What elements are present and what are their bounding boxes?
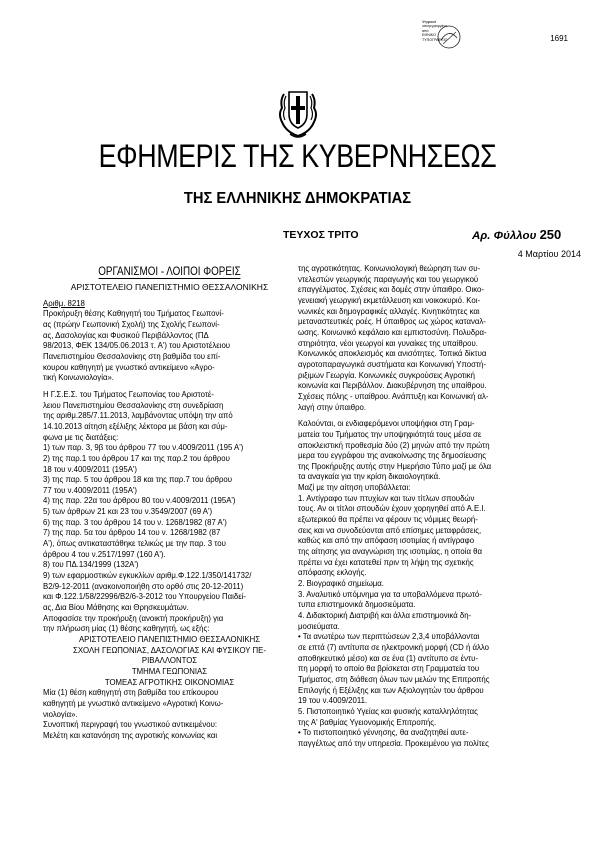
sheet-label: Αρ. Φύλλου <box>472 230 537 242</box>
text-line: της αριθμ.285/7.11.2013, λαμβάνοντας υπόψη την από <box>43 411 233 421</box>
text-line: άρθρου 4 του ν.2517/1997 (160 Α'). <box>43 549 166 559</box>
section-heading <box>66 264 273 278</box>
text-line: ντελεστών γεωργικής παραγωγής και του γεωργικού <box>298 274 479 284</box>
left-body-text <box>43 309 296 741</box>
text-line: ας (πρώην Γεωπονική Σχολή) της Σχολής Γεωπονί- <box>43 319 220 329</box>
text-line: ωσης. Κοινωνικό κεφάλαιο και εμπιστοσύνη. Πολυδρα- <box>298 327 487 337</box>
reference-line <box>43 299 296 310</box>
institution-heading: ΑΡΙΣΤΟΤΕΛΕΙΟ ΠΑΝΕΠΙΣΤΗΜΙΟ ΘΕΣΣΑΛΟΝΙΚΗΣ <box>70 282 269 292</box>
text-line: εξωτερικού θα πρέπει να φέρουν τις νόμιμες θεωρή- <box>298 515 478 525</box>
text-line: καθώς και από την απόφαση ισοτιμίας ή αντίγραφο <box>298 536 475 546</box>
text-line: ΑΡΙΣΤΟΤΕΛΕΙΟ ΠΑΝΕΠΙΣΤΗΜΙΟ ΘΕΣΣΑΛΟΝΙΚΗΣ <box>78 635 261 644</box>
text-line: 77 του ν.4009/2011 (195Α') <box>43 485 137 495</box>
text-line: 7) της παρ. 5α του άρθρου 14 του ν. 1268/1982 (87 <box>43 528 221 538</box>
text-line: στηριότητα, νέοι γεωργοί και γυναίκες της υπαίθρου. <box>298 338 478 348</box>
text-line: 4) της παρ. 22α του άρθρου 80 του ν.4009/2011 (195Α') <box>43 496 236 506</box>
text-line: παγγέλτως από την υπηρεσία. Προκειμένου για πολίτες <box>298 738 489 748</box>
text-line: νωνικές και δημογραφικές αλλαγές. Κινητικότητες και <box>298 306 480 316</box>
stamp-line: Ψηφιακά <box>422 20 437 24</box>
reference-number: Αριθμ. 8218 <box>43 298 85 308</box>
text-line: την πλήρωση μίας (1) θέσης καθηγητή, ως εξής: <box>43 624 210 634</box>
text-line: 14.10.2013 αίτηση εξέλιξης λέκτορα με βάση και σύμ- <box>43 421 228 431</box>
text-line: Συνοπτική περιγραφή του γνωστικού αντικειμένου: <box>43 720 217 730</box>
issue-date: 4 Μαρτίου 2014 <box>517 249 581 259</box>
left-text-column <box>43 264 296 742</box>
text-line: 6) της παρ. 3 του άρθρου 14 του ν. 1268/1982 (87 Α') <box>43 517 227 527</box>
text-line: λειου Πανεπιστημίου Θεσσαλονίκης στη συνεδρίαση <box>43 400 224 410</box>
text-line: τα αναγκαία για την κρίση δικαιολογητικά. <box>298 472 441 482</box>
text-line: Η Γ.Σ.Ε.Σ. του Τμήματος Γεωπονίας του Αριστοτέ- <box>43 389 214 399</box>
text-line: και Φ.122.1/58/22996/Β2/6-3-2012 του Υπουργείου Παιδεί- <box>43 592 247 602</box>
text-line: 3. Αναλυτικό υπόμνημα για τα υποβαλλόμενα πρωτό- <box>298 589 482 599</box>
masthead-subtitle: ΤΗΣ ΕΛΛΗΝΙΚΗΣ ΔΗΜΟΚΡΑΤΙΑΣ <box>183 190 412 207</box>
text-line: γενειακή γεωργική εκμετάλλευση και νοικοκυριό. Κοι- <box>298 295 481 305</box>
text-line: αγροτοπαραγωγικά συστήματα και Κοινωνική Υποστή- <box>298 359 486 369</box>
text-line: ΡΙΒΑΛΛΟΝΤΟΣ <box>141 656 198 666</box>
text-line: 1) των παρ. 3, 9β του άρθρου 77 του ν.4009/2011 (195 Α') <box>43 443 244 453</box>
text-line: τους. Αν οι τίτλοι σπουδών έχουν χορηγηθεί από Α.Ε.Ι. <box>298 504 486 514</box>
text-line: λαγή στην ύπαιθρο. <box>298 402 367 412</box>
text-line: Επιλογής ή Εξέλιξης και των Αξιολογητών του άρθρου <box>298 685 484 695</box>
text-line: 8) του ΠΔ.134/1999 (132Α') <box>43 560 139 570</box>
text-line: επαγγέλματος. Σχέσεις και δομές στην ύπαιθρο. Οικο- <box>298 285 484 295</box>
text-line: Κοινωνικός αποκλεισμός και ανισότητες. Τοπικά δίκτυα <box>298 349 487 359</box>
text-line: 4. Διδακτορική Διατριβή και άλλα επιστημονικά δη- <box>298 611 472 620</box>
text-line: κουρου καθηγητή με γνωστικό αντικείμενο «Αγρο- <box>43 362 215 372</box>
digital-signature-stamp <box>422 20 470 68</box>
text-line: ΤΟΜΕΑΣ ΑΓΡΟΤΙΚΗΣ ΟΙΚΟΝΟΜΙΑΣ <box>104 677 235 687</box>
stamp-line: από <box>422 28 429 33</box>
text-line: 18 του ν.4009/2011 (195Α') <box>43 464 137 474</box>
text-line: Πανεπιστημίου Θεσσαλονίκης στη βαθμίδα του επί- <box>43 351 221 361</box>
text-line: ριξιμων Γεωργία. Κοινωνικές συγκρούσεις Αγροτική <box>298 370 475 380</box>
page-number: 1691 <box>550 34 568 43</box>
section-title: ΟΡΓΑΝΙΣΜΟΙ - ΛΟΙΠΟΙ ΦΟΡΕΙΣ <box>98 264 241 278</box>
text-line: 9) των εφαρμοστικών εγκυκλίων αριθμ.Φ.122.1/350/141732/ <box>43 571 252 581</box>
text-line: ας, Δασολογίας και Φυσικού Περιβάλλοντος (ΠΔ <box>43 330 209 340</box>
text-line: ματεία του Τμήματος την υποψηφιότητά τους μέσα σε <box>298 429 482 439</box>
text-line: μερα του εγγράφου της ανακοίνωσης της δημοσίευσης <box>298 451 487 461</box>
text-line: 3) της παρ. 5 του άρθρου 18 και της παρ.7 του άρθρου <box>43 475 233 485</box>
sheet-number: 250 <box>539 227 562 242</box>
text-line: 98/2013, ΦΕΚ 134/05.06.2013 τ. Α') του Αριστοτέλειου <box>43 341 231 351</box>
text-line: Α'), όπως αντικαταστάθηκε τελικώς με την παρ. 3 του <box>43 539 226 549</box>
text-line: πη μορφή το οποίο θα βρίσκεται στη Γραμματεία του <box>298 664 480 674</box>
text-line: 19 του ν.4009/2011. <box>298 696 368 706</box>
text-line: Σχέσεις πόλης - υπαίθρου. Ανάπτυξη και Κοινωνική αλ- <box>298 391 489 401</box>
text-line: 2. Βιογραφικό σημείωμα. <box>298 579 384 589</box>
coat-of-arms-icon <box>272 80 324 142</box>
stamp-line: ΤΥΠΟΓΡΑΦΕΙΟ <box>422 37 448 42</box>
sheet-number-block <box>472 227 561 242</box>
stamp-line: υπογεγραμμένο <box>422 24 448 29</box>
text-line: τυπα επιστημονικά δημοσιεύματα. <box>298 600 416 610</box>
masthead-title: ΕΦΗΜΕΡΙΣ ΤΗΣ ΚΥΒΕΡΝΗΣΕΩΣ <box>98 138 497 174</box>
text-line: σεις και να συνοδεύονται από επίσημες μεταφράσεις, <box>298 525 482 535</box>
text-line: τική Κοινωνιολογία». <box>43 373 114 383</box>
text-line: σε επτά (7) αντίτυπα σε ηλεκτρονική μορφή (CD ή άλλο <box>298 642 489 652</box>
text-line: της αγροτικότητας. Κοινωνιολογική θεώρηση των συ- <box>298 264 481 273</box>
issue-series: ΤΕΥΧΟΣ ΤΡΙΤΟ <box>283 229 359 241</box>
text-line: • Τα ανωτέρω των περιπτώσεων 2,3,4 υποβάλλονται <box>298 632 480 642</box>
text-line: ΣΧΟΛΗ ΓΕΩΠΟΝΙΑΣ, ΔΑΣΟΛΟΓΙΑΣ ΚΑΙ ΦΥΣΙΚΟΥ ΠΕ- <box>73 645 266 655</box>
text-line: κοινωνία και Περιβάλλον. Διακυβέρνηση της υπαίθρου. <box>298 381 487 391</box>
right-text-column <box>298 264 551 750</box>
text-line: 1. Αντίγραφο των πτυχίων και των τίτλων σπουδών <box>298 493 475 503</box>
text-line: της Α' βαθμίας Υγειονομικής Επιτροπής. <box>298 717 437 727</box>
text-line: νιολογία». <box>43 709 78 719</box>
text-line: πρέπει να έχει κατατεθεί πριν τη λήψη της σχετικής <box>298 557 474 567</box>
text-line: Β2/9-12-2011 (ανακοινοποιήθη στο ορθό στις 20-12-2011) <box>43 581 244 591</box>
text-line: 5. Πιστοποιητικό Υγείας και φυσικής καταλληλότητας <box>298 706 478 716</box>
text-line: της Προκήρυξης αυτής στην Ημερήσιο Τύπο μαζί με όλα <box>298 461 492 471</box>
text-line: αποθηκευτικό μέσο) και σε ένα (1) αντίτυπο σε έντυ- <box>298 653 478 663</box>
text-line: Μαζί με την αίτηση υποβάλλεται: <box>298 483 411 493</box>
right-body-text <box>298 264 551 750</box>
text-line: • Το πιστοποιητικό γέννησης, θα αναζητηθεί αυτε- <box>298 728 469 738</box>
text-line: αποκλειστική προθεσμία δύο (2) μηνών από την πρώτη <box>298 440 490 450</box>
text-line: φωνα με τις διατάξεις: <box>43 432 119 442</box>
text-line: καθηγητή με γνωστικό αντικείμενο «Αγροτική Κοινω- <box>43 698 224 708</box>
text-line: της αίτησης για αναγνώριση της ισοτιμίας, η οποία θα <box>298 547 482 557</box>
text-line: Μία (1) θέση καθηγητή στη βαθμίδα του επίκουρου <box>43 688 219 698</box>
stamp-line: ΕΘΝΙΚΟ <box>422 33 436 38</box>
text-line: Αποφασίσε την προκήρυξη (ανοικτή προκήρυξη) για <box>43 613 224 623</box>
text-line: ΤΜΗΜΑ ΓΕΩΠΟΝΙΑΣ <box>131 666 208 676</box>
text-line: 2) της παρ.1 του άρθρου 17 και της παρ.2 του άρθρου <box>43 453 230 463</box>
text-line: 5) των άρθρων 21 και 23 του ν.3549/2007 (69 Α') <box>43 507 213 517</box>
text-line: Καλούνται, οι ενδιαφερόμενοι υποψήφιοι στη Γραμ- <box>298 419 475 429</box>
signature-seal-icon <box>436 24 462 50</box>
text-line: Προκήρυξη θέσης Καθηγητή του Τμήματος Γεωπονί- <box>43 309 224 319</box>
text-line: Τμήματος, στη διάθεση όλων των μελών της Επιτροπής <box>298 674 490 684</box>
text-line: απόφασης εκλογής. <box>298 568 367 578</box>
text-line: μεταναστευτικές ροές. Η ύπαιθρος ως χώρος καταναλ- <box>298 317 486 327</box>
text-line: Μελέτη και κατανόηση της αγροτικής κοινωνίας και <box>43 730 218 740</box>
text-line: μοσιεύματα. <box>298 621 340 631</box>
text-line: ας, Δια Βίου Μάθησης και Θρησκευμάτων. <box>43 603 189 613</box>
